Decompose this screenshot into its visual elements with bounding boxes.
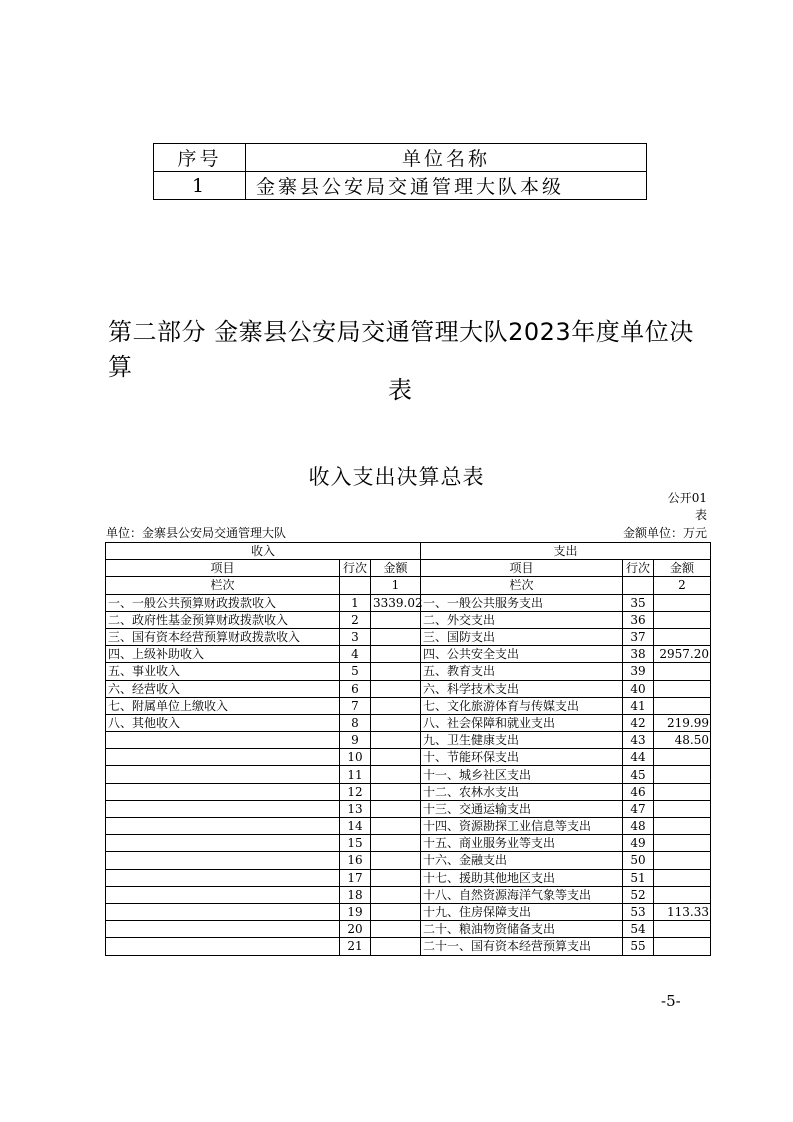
expense-row-no: 44	[623, 749, 654, 766]
income-row-no: 1	[340, 594, 371, 611]
header-unit-name: 单位名称	[246, 144, 647, 172]
expense-item: 三、国防支出	[421, 628, 623, 645]
income-amount	[371, 646, 421, 663]
expense-item: 二、外交支出	[421, 611, 623, 628]
income-item: 八、其他收入	[106, 714, 340, 731]
income-item	[106, 818, 340, 835]
expense-row-no: 51	[623, 869, 654, 886]
expense-row-no: 45	[623, 766, 654, 783]
expense-item: 十八、自然资源海洋气象等支出	[421, 886, 623, 903]
income-row-no: 7	[340, 697, 371, 714]
unit-list-header-row	[154, 144, 647, 172]
expense-row-no: 43	[623, 732, 654, 749]
table-row	[106, 835, 711, 852]
table-row	[106, 938, 711, 955]
income-amount	[371, 852, 421, 869]
income-amount	[371, 818, 421, 835]
expense-item: 十三、交通运输支出	[421, 800, 623, 817]
expense-item: 十、节能环保支出	[421, 749, 623, 766]
expense-amount	[654, 869, 711, 886]
table-row	[106, 749, 711, 766]
expense-row-no: 49	[623, 835, 654, 852]
income-item	[106, 886, 340, 903]
income-amount: 3339.02	[371, 594, 421, 611]
income-row-no: 8	[340, 714, 371, 731]
expense-amount	[654, 783, 711, 800]
reporting-unit: 单位：金寨县公安局交通管理大队	[106, 526, 287, 540]
table-row	[106, 732, 711, 749]
income-lanci-empty	[340, 577, 371, 594]
section-header-row	[106, 543, 711, 560]
cell-seq: 1	[154, 172, 246, 200]
expense-amount	[654, 852, 711, 869]
income-amount	[371, 628, 421, 645]
expense-amount: 113.33	[654, 903, 711, 920]
income-column-no: 1	[371, 577, 421, 594]
part-title-continued: 表	[388, 376, 412, 404]
expense-amount	[654, 628, 711, 645]
expense-item: 四、公共安全支出	[421, 646, 623, 663]
income-amount	[371, 886, 421, 903]
expense-item-header: 项目	[421, 560, 623, 577]
expense-amount	[654, 886, 711, 903]
table-row	[106, 663, 711, 680]
expense-item: 十七、援助其他地区支出	[421, 869, 623, 886]
expense-amount: 219.99	[654, 714, 711, 731]
income-row-no: 19	[340, 903, 371, 920]
income-amount	[371, 714, 421, 731]
income-item	[106, 732, 340, 749]
expense-row-no: 55	[623, 938, 654, 955]
income-row-no: 18	[340, 886, 371, 903]
expense-row-no: 40	[623, 680, 654, 697]
income-item: 五、事业收入	[106, 663, 340, 680]
income-item	[106, 869, 340, 886]
expense-row-no: 54	[623, 921, 654, 938]
income-lanci-label: 栏次	[106, 577, 340, 594]
expense-amount-header: 金额	[654, 560, 711, 577]
expense-row-no: 39	[623, 663, 654, 680]
income-item	[106, 921, 340, 938]
expense-row-no: 35	[623, 594, 654, 611]
table-row	[106, 852, 711, 869]
unit-list-table	[153, 143, 647, 200]
page-number: -5-	[661, 992, 681, 1010]
expense-amount	[654, 835, 711, 852]
income-row-no: 15	[340, 835, 371, 852]
table-row	[106, 766, 711, 783]
expense-item: 五、教育支出	[421, 663, 623, 680]
income-amount-header: 金额	[371, 560, 421, 577]
expense-item: 八、社会保障和就业支出	[421, 714, 623, 731]
table-code: 公开01	[667, 491, 707, 505]
expense-item: 六、科学技术支出	[421, 680, 623, 697]
expense-item: 十九、住房保障支出	[421, 903, 623, 920]
income-item	[106, 938, 340, 955]
expense-amount	[654, 697, 711, 714]
income-amount	[371, 800, 421, 817]
expense-item: 十二、农林水支出	[421, 783, 623, 800]
income-header: 收入	[106, 543, 421, 560]
unit-list-row	[154, 172, 647, 200]
table-row	[106, 697, 711, 714]
income-item	[106, 903, 340, 920]
income-row-no: 14	[340, 818, 371, 835]
income-item	[106, 749, 340, 766]
table-title: 收入支出决算总表	[308, 465, 485, 489]
header-seq: 序号	[154, 144, 246, 172]
income-amount	[371, 732, 421, 749]
expense-row-no: 37	[623, 628, 654, 645]
income-item: 二、政府性基金预算财政拨款收入	[106, 611, 340, 628]
expense-header: 支出	[421, 543, 711, 560]
cell-unit-name: 金寨县公安局交通管理大队本级	[246, 172, 647, 200]
expense-amount	[654, 749, 711, 766]
expense-amount	[654, 921, 711, 938]
income-item: 六、经营收入	[106, 680, 340, 697]
expense-row-no: 53	[623, 903, 654, 920]
income-item	[106, 766, 340, 783]
income-row-no: 9	[340, 732, 371, 749]
income-amount	[371, 749, 421, 766]
income-row-no: 3	[340, 628, 371, 645]
expense-amount	[654, 938, 711, 955]
income-amount	[371, 680, 421, 697]
expense-row-no: 46	[623, 783, 654, 800]
expense-lanci-label: 栏次	[421, 577, 623, 594]
expense-amount	[654, 663, 711, 680]
expense-item: 十六、金融支出	[421, 852, 623, 869]
income-amount	[371, 835, 421, 852]
expense-amount	[654, 766, 711, 783]
income-row-no: 4	[340, 646, 371, 663]
income-item: 一、一般公共预算财政拨款收入	[106, 594, 340, 611]
table-row	[106, 646, 711, 663]
income-item: 四、上级补助收入	[106, 646, 340, 663]
income-item: 七、附属单位上缴收入	[106, 697, 340, 714]
table-row	[106, 886, 711, 903]
expense-item: 九、卫生健康支出	[421, 732, 623, 749]
expense-row-no-header: 行次	[623, 560, 654, 577]
table-row	[106, 869, 711, 886]
income-row-no: 11	[340, 766, 371, 783]
income-amount	[371, 663, 421, 680]
income-item	[106, 852, 340, 869]
income-amount	[371, 921, 421, 938]
income-amount	[371, 783, 421, 800]
income-item: 三、国有资本经营预算财政拨款收入	[106, 628, 340, 645]
income-amount	[371, 697, 421, 714]
income-amount	[371, 903, 421, 920]
income-row-no: 21	[340, 938, 371, 955]
table-row	[106, 903, 711, 920]
income-item-header: 项目	[106, 560, 340, 577]
expense-row-no: 36	[623, 611, 654, 628]
expense-item: 二十、粮油物资储备支出	[421, 921, 623, 938]
table-row	[106, 628, 711, 645]
income-amount	[371, 611, 421, 628]
income-item	[106, 783, 340, 800]
table-row	[106, 594, 711, 611]
expense-row-no: 38	[623, 646, 654, 663]
expense-amount	[654, 818, 711, 835]
income-row-no: 10	[340, 749, 371, 766]
expense-item: 十五、商业服务业等支出	[421, 835, 623, 852]
table-row	[106, 800, 711, 817]
table-row	[106, 611, 711, 628]
expense-row-no: 47	[623, 800, 654, 817]
table-code-suffix: 表	[694, 508, 707, 522]
expense-amount	[654, 594, 711, 611]
part-title: 第二部分 金寨县公安局交通管理大队2023年度单位决算	[108, 318, 694, 381]
income-amount	[371, 869, 421, 886]
expense-amount	[654, 611, 711, 628]
expense-item: 一、一般公共服务支出	[421, 594, 623, 611]
income-row-no: 20	[340, 921, 371, 938]
expense-amount	[654, 800, 711, 817]
column-header-row	[106, 560, 711, 577]
expense-item: 十四、资源勘探工业信息等支出	[421, 818, 623, 835]
income-row-no: 2	[340, 611, 371, 628]
table-row	[106, 680, 711, 697]
income-amount	[371, 938, 421, 955]
column-number-row	[106, 577, 711, 594]
table-row	[106, 818, 711, 835]
income-row-no: 12	[340, 783, 371, 800]
expense-item: 十一、城乡社区支出	[421, 766, 623, 783]
income-row-no: 17	[340, 869, 371, 886]
expense-amount: 48.50	[654, 732, 711, 749]
expense-item: 二十一、国有资本经营预算支出	[421, 938, 623, 955]
expense-amount: 2957.20	[654, 646, 711, 663]
expense-row-no: 52	[623, 886, 654, 903]
table-row	[106, 783, 711, 800]
income-row-no: 16	[340, 852, 371, 869]
expense-amount	[654, 680, 711, 697]
expense-row-no: 41	[623, 697, 654, 714]
income-item	[106, 835, 340, 852]
expense-column-no: 2	[654, 577, 711, 594]
income-expense-table	[105, 542, 711, 956]
expense-row-no: 42	[623, 714, 654, 731]
table-row	[106, 921, 711, 938]
expense-row-no: 50	[623, 852, 654, 869]
table-row	[106, 714, 711, 731]
income-row-no: 5	[340, 663, 371, 680]
expense-item: 七、文化旅游体育与传媒支出	[421, 697, 623, 714]
amount-unit: 金额单位：万元	[622, 526, 707, 540]
income-amount	[371, 766, 421, 783]
expense-row-no: 48	[623, 818, 654, 835]
income-row-no: 13	[340, 800, 371, 817]
income-row-no: 6	[340, 680, 371, 697]
income-item	[106, 800, 340, 817]
expense-lanci-empty	[623, 577, 654, 594]
income-row-no-header: 行次	[340, 560, 371, 577]
